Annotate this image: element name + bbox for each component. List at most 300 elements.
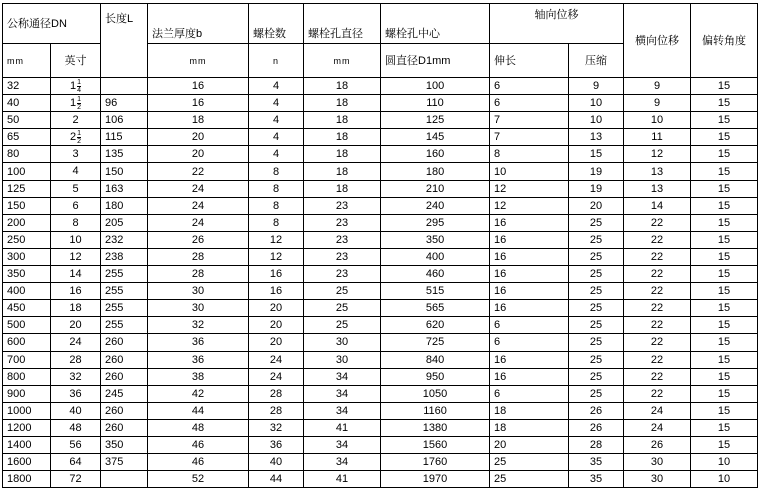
cell-inch <box>51 95 101 112</box>
cell-hole: 23 <box>304 248 381 265</box>
cell-b: 38 <box>148 368 249 385</box>
cell-d1: 1380 <box>381 419 490 436</box>
cell-b: 48 <box>148 419 249 436</box>
cell-ang: 15 <box>691 419 758 436</box>
cell-cmp: 25 <box>569 351 624 368</box>
inch-whole: 36 <box>69 387 82 400</box>
cell-hole: 30 <box>304 351 381 368</box>
cell-hole: 23 <box>304 197 381 214</box>
cell-ext: 18 <box>490 419 569 436</box>
cell-n: 4 <box>249 146 304 163</box>
cell-n: 8 <box>249 180 304 197</box>
cell-cmp: 25 <box>569 231 624 248</box>
cell-ext: 7 <box>490 129 569 146</box>
cell-ang: 15 <box>691 197 758 214</box>
cell-b: 24 <box>148 197 249 214</box>
table-row <box>3 471 758 488</box>
cell-L: 260 <box>101 419 148 436</box>
inch-whole: 1 <box>69 97 77 110</box>
inch-whole: 48 <box>69 421 82 434</box>
cell-d1: 145 <box>381 129 490 146</box>
cell-ang: 15 <box>691 334 758 351</box>
cell-d1: 950 <box>381 368 490 385</box>
header-compress: 压缩 <box>569 44 624 78</box>
cell-lat: 13 <box>624 180 691 197</box>
header-flange-unit: mm <box>148 44 249 78</box>
cell-lat: 22 <box>624 231 691 248</box>
header-flange: 法兰厚度b <box>148 4 249 44</box>
cell-b: 24 <box>148 180 249 197</box>
cell-d1: 840 <box>381 351 490 368</box>
cell-dn: 600 <box>3 334 51 351</box>
header-dn-unit: mm <box>3 44 51 78</box>
table-row <box>3 317 758 334</box>
cell-b: 46 <box>148 436 249 453</box>
cell-lat: 22 <box>624 317 691 334</box>
cell-lat: 12 <box>624 146 691 163</box>
cell-lat: 26 <box>624 436 691 453</box>
cell-inch <box>51 78 101 95</box>
cell-cmp: 35 <box>569 471 624 488</box>
inch-whole: 14 <box>69 268 82 281</box>
table-row <box>3 351 758 368</box>
cell-cmp: 25 <box>569 300 624 317</box>
cell-dn: 200 <box>3 214 51 231</box>
cell-ang: 15 <box>691 112 758 129</box>
cell-inch <box>51 300 101 317</box>
cell-cmp: 25 <box>569 317 624 334</box>
table-row <box>3 283 758 300</box>
cell-lat: 10 <box>624 112 691 129</box>
cell-n: 12 <box>249 248 304 265</box>
cell-ext: 7 <box>490 112 569 129</box>
cell-dn: 32 <box>3 78 51 95</box>
fraction-denominator: 2 <box>77 137 82 145</box>
cell-n: 20 <box>249 334 304 351</box>
cell-L: 245 <box>101 385 148 402</box>
cell-hole: 25 <box>304 283 381 300</box>
cell-ext: 16 <box>490 248 569 265</box>
header-bolt-hole: 螺栓孔直径 <box>304 4 381 44</box>
cell-ang: 15 <box>691 385 758 402</box>
cell-lat: 22 <box>624 283 691 300</box>
cell-L: 375 <box>101 454 148 471</box>
cell-b: 42 <box>148 385 249 402</box>
inch-whole: 20 <box>69 319 82 332</box>
cell-n: 8 <box>249 163 304 180</box>
cell-hole: 18 <box>304 163 381 180</box>
inch-whole: 56 <box>69 439 82 452</box>
cell-ext: 12 <box>490 197 569 214</box>
cell-cmp: 25 <box>569 368 624 385</box>
table-row <box>3 95 758 112</box>
table-row <box>3 214 758 231</box>
cell-b: 20 <box>148 146 249 163</box>
cell-ang: 15 <box>691 300 758 317</box>
cell-lat: 22 <box>624 334 691 351</box>
cell-L: 350 <box>101 436 148 453</box>
cell-lat: 13 <box>624 163 691 180</box>
cell-n: 20 <box>249 317 304 334</box>
header-length: 长度L <box>101 4 148 78</box>
cell-n: 16 <box>249 283 304 300</box>
cell-L: 115 <box>101 129 148 146</box>
cell-L: 96 <box>101 95 148 112</box>
header-dn: 公称通径DN <box>3 4 101 44</box>
table-row <box>3 436 758 453</box>
table-row <box>3 197 758 214</box>
cell-n: 4 <box>249 112 304 129</box>
cell-cmp: 10 <box>569 112 624 129</box>
inch-whole: 10 <box>69 233 82 246</box>
cell-ext: 25 <box>490 471 569 488</box>
cell-dn: 250 <box>3 231 51 248</box>
cell-ang: 15 <box>691 283 758 300</box>
table-row <box>3 385 758 402</box>
cell-ang: 15 <box>691 436 758 453</box>
cell-b: 30 <box>148 283 249 300</box>
cell-cmp: 28 <box>569 436 624 453</box>
cell-ang: 15 <box>691 129 758 146</box>
table-row <box>3 231 758 248</box>
cell-hole: 18 <box>304 129 381 146</box>
cell-cmp: 25 <box>569 266 624 283</box>
cell-ext: 6 <box>490 78 569 95</box>
cell-cmp: 19 <box>569 180 624 197</box>
dimension-table <box>2 3 758 488</box>
inch-fraction <box>77 79 81 94</box>
inch-whole: 40 <box>69 404 82 417</box>
cell-dn: 65 <box>3 129 51 146</box>
cell-b: 28 <box>148 266 249 283</box>
inch-whole: 64 <box>69 456 82 469</box>
cell-L: 180 <box>101 197 148 214</box>
inch-whole: 18 <box>69 302 82 315</box>
cell-ang: 15 <box>691 146 758 163</box>
cell-b: 20 <box>148 129 249 146</box>
cell-dn: 1000 <box>3 402 51 419</box>
cell-cmp: 10 <box>569 95 624 112</box>
cell-d1: 180 <box>381 163 490 180</box>
cell-n: 32 <box>249 419 304 436</box>
cell-lat: 22 <box>624 248 691 265</box>
cell-d1: 160 <box>381 146 490 163</box>
cell-d1: 110 <box>381 95 490 112</box>
cell-b: 30 <box>148 300 249 317</box>
cell-hole: 34 <box>304 368 381 385</box>
cell-d1: 1050 <box>381 385 490 402</box>
cell-L: 106 <box>101 112 148 129</box>
cell-hole: 34 <box>304 436 381 453</box>
cell-ext: 16 <box>490 300 569 317</box>
cell-ext: 6 <box>490 385 569 402</box>
cell-cmp: 19 <box>569 163 624 180</box>
cell-hole: 34 <box>304 385 381 402</box>
cell-n: 12 <box>249 231 304 248</box>
inch-whole: 8 <box>72 216 79 229</box>
cell-cmp: 25 <box>569 248 624 265</box>
cell-lat: 11 <box>624 129 691 146</box>
cell-L: 255 <box>101 283 148 300</box>
cell-b: 46 <box>148 454 249 471</box>
cell-n: 4 <box>249 95 304 112</box>
cell-d1: 620 <box>381 317 490 334</box>
cell-dn: 500 <box>3 317 51 334</box>
cell-ang: 15 <box>691 266 758 283</box>
table-row <box>3 180 758 197</box>
cell-ext: 6 <box>490 95 569 112</box>
cell-n: 40 <box>249 454 304 471</box>
cell-cmp: 25 <box>569 334 624 351</box>
cell-ang: 15 <box>691 248 758 265</box>
cell-b: 26 <box>148 231 249 248</box>
cell-ext: 10 <box>490 163 569 180</box>
cell-hole: 34 <box>304 402 381 419</box>
cell-cmp: 9 <box>569 78 624 95</box>
cell-inch <box>51 197 101 214</box>
cell-n: 4 <box>249 78 304 95</box>
cell-lat: 9 <box>624 95 691 112</box>
cell-b: 16 <box>148 95 249 112</box>
cell-dn: 50 <box>3 112 51 129</box>
cell-lat: 30 <box>624 471 691 488</box>
table-row <box>3 129 758 146</box>
cell-d1: 350 <box>381 231 490 248</box>
cell-b: 18 <box>148 112 249 129</box>
cell-L <box>101 78 148 95</box>
cell-ang: 15 <box>691 351 758 368</box>
cell-b: 28 <box>148 248 249 265</box>
cell-lat: 22 <box>624 351 691 368</box>
cell-b: 36 <box>148 351 249 368</box>
inch-fraction <box>77 130 81 145</box>
cell-d1: 460 <box>381 266 490 283</box>
cell-dn: 300 <box>3 248 51 265</box>
cell-inch <box>51 436 101 453</box>
cell-cmp: 13 <box>569 129 624 146</box>
cell-inch <box>51 368 101 385</box>
table-row <box>3 419 758 436</box>
cell-d1: 240 <box>381 197 490 214</box>
table-row <box>3 146 758 163</box>
cell-lat: 22 <box>624 300 691 317</box>
cell-d1: 1970 <box>381 471 490 488</box>
cell-dn: 350 <box>3 266 51 283</box>
cell-L: 135 <box>101 146 148 163</box>
cell-inch <box>51 163 101 180</box>
cell-n: 8 <box>249 197 304 214</box>
cell-b: 16 <box>148 78 249 95</box>
cell-lat: 22 <box>624 368 691 385</box>
cell-b: 22 <box>148 163 249 180</box>
inch-whole: 28 <box>69 353 82 366</box>
table-row <box>3 334 758 351</box>
cell-inch <box>51 351 101 368</box>
cell-ang: 15 <box>691 95 758 112</box>
table-row <box>3 163 758 180</box>
cell-n: 24 <box>249 351 304 368</box>
cell-b: 32 <box>148 317 249 334</box>
cell-ang: 15 <box>691 180 758 197</box>
cell-cmp: 20 <box>569 197 624 214</box>
cell-b: 44 <box>148 402 249 419</box>
table-row <box>3 368 758 385</box>
cell-dn: 450 <box>3 300 51 317</box>
cell-inch <box>51 180 101 197</box>
cell-ang: 15 <box>691 163 758 180</box>
cell-d1: 100 <box>381 78 490 95</box>
cell-dn: 400 <box>3 283 51 300</box>
fraction-numerator: 1 <box>77 129 82 137</box>
cell-inch <box>51 471 101 488</box>
cell-lat: 24 <box>624 419 691 436</box>
inch-whole: 72 <box>69 473 82 486</box>
header-bolt-circle-line2: 圆直径D1mm <box>381 44 490 78</box>
cell-dn: 150 <box>3 197 51 214</box>
cell-dn: 1200 <box>3 419 51 436</box>
cell-inch <box>51 419 101 436</box>
header-lateral: 横向位移 <box>624 4 691 78</box>
cell-ext: 18 <box>490 402 569 419</box>
cell-inch <box>51 129 101 146</box>
cell-d1: 1160 <box>381 402 490 419</box>
fraction-denominator: 4 <box>77 86 82 94</box>
inch-whole: 1 <box>69 80 77 93</box>
cell-inch <box>51 402 101 419</box>
cell-hole: 41 <box>304 419 381 436</box>
cell-ext: 16 <box>490 231 569 248</box>
cell-ext: 16 <box>490 368 569 385</box>
cell-dn: 80 <box>3 146 51 163</box>
cell-hole: 23 <box>304 266 381 283</box>
inch-whole: 2 <box>72 114 79 127</box>
cell-inch <box>51 283 101 300</box>
cell-lat: 30 <box>624 454 691 471</box>
cell-inch <box>51 248 101 265</box>
cell-lat: 24 <box>624 402 691 419</box>
cell-ang: 10 <box>691 471 758 488</box>
inch-whole: 3 <box>72 148 79 161</box>
cell-ext: 12 <box>490 180 569 197</box>
cell-hole: 41 <box>304 471 381 488</box>
header-inch: 英寸 <box>51 44 101 78</box>
cell-d1: 565 <box>381 300 490 317</box>
cell-d1: 1760 <box>381 454 490 471</box>
cell-n: 28 <box>249 402 304 419</box>
cell-lat: 14 <box>624 197 691 214</box>
cell-ang: 15 <box>691 231 758 248</box>
cell-ext: 16 <box>490 266 569 283</box>
cell-d1: 725 <box>381 334 490 351</box>
cell-b: 52 <box>148 471 249 488</box>
table-row <box>3 300 758 317</box>
cell-dn: 700 <box>3 351 51 368</box>
cell-ext: 16 <box>490 351 569 368</box>
table-row <box>3 266 758 283</box>
cell-d1: 515 <box>381 283 490 300</box>
cell-hole: 23 <box>304 231 381 248</box>
fraction-numerator: 1 <box>77 78 82 86</box>
cell-L: 260 <box>101 402 148 419</box>
cell-inch <box>51 334 101 351</box>
cell-n: 28 <box>249 385 304 402</box>
cell-cmp: 26 <box>569 419 624 436</box>
cell-inch <box>51 112 101 129</box>
cell-cmp: 25 <box>569 283 624 300</box>
table-row <box>3 248 758 265</box>
inch-whole: 16 <box>69 285 82 298</box>
cell-L: 232 <box>101 231 148 248</box>
cell-lat: 22 <box>624 214 691 231</box>
cell-lat: 22 <box>624 385 691 402</box>
cell-L: 255 <box>101 300 148 317</box>
cell-lat: 22 <box>624 266 691 283</box>
cell-ext: 6 <box>490 334 569 351</box>
cell-ext: 16 <box>490 214 569 231</box>
header-bolt-circle-line1: 螺栓孔中心 <box>381 4 490 44</box>
cell-cmp: 25 <box>569 385 624 402</box>
cell-ang: 15 <box>691 317 758 334</box>
cell-L: 260 <box>101 351 148 368</box>
fraction-numerator: 1 <box>77 95 82 103</box>
cell-cmp: 35 <box>569 454 624 471</box>
cell-dn: 125 <box>3 180 51 197</box>
cell-L: 163 <box>101 180 148 197</box>
cell-inch <box>51 385 101 402</box>
cell-cmp: 25 <box>569 214 624 231</box>
cell-dn: 100 <box>3 163 51 180</box>
cell-d1: 400 <box>381 248 490 265</box>
inch-whole: 32 <box>69 370 82 383</box>
cell-hole: 18 <box>304 180 381 197</box>
inch-whole: 24 <box>69 336 82 349</box>
header-extend: 伸长 <box>490 44 569 78</box>
cell-L <box>101 471 148 488</box>
cell-dn: 1600 <box>3 454 51 471</box>
inch-whole: 4 <box>72 165 79 178</box>
table-row <box>3 112 758 129</box>
cell-L: 150 <box>101 163 148 180</box>
cell-hole: 18 <box>304 112 381 129</box>
cell-hole: 18 <box>304 95 381 112</box>
cell-L: 255 <box>101 266 148 283</box>
cell-d1: 295 <box>381 214 490 231</box>
cell-n: 8 <box>249 214 304 231</box>
cell-L: 205 <box>101 214 148 231</box>
cell-ang: 15 <box>691 78 758 95</box>
cell-L: 260 <box>101 334 148 351</box>
cell-d1: 1560 <box>381 436 490 453</box>
header-bolts-unit: n <box>249 44 304 78</box>
cell-hole: 34 <box>304 454 381 471</box>
cell-cmp: 15 <box>569 146 624 163</box>
cell-inch <box>51 454 101 471</box>
inch-whole: 2 <box>69 131 77 144</box>
inch-whole: 6 <box>72 199 79 212</box>
cell-ang: 15 <box>691 214 758 231</box>
cell-n: 20 <box>249 300 304 317</box>
cell-cmp: 26 <box>569 402 624 419</box>
inch-whole: 12 <box>69 251 82 264</box>
cell-inch <box>51 317 101 334</box>
header-bolts: 螺栓数 <box>249 4 304 44</box>
cell-inch <box>51 214 101 231</box>
cell-ang: 10 <box>691 454 758 471</box>
cell-hole: 23 <box>304 214 381 231</box>
cell-n: 36 <box>249 436 304 453</box>
header-bolt-hole-unit: mm <box>304 44 381 78</box>
cell-d1: 125 <box>381 112 490 129</box>
